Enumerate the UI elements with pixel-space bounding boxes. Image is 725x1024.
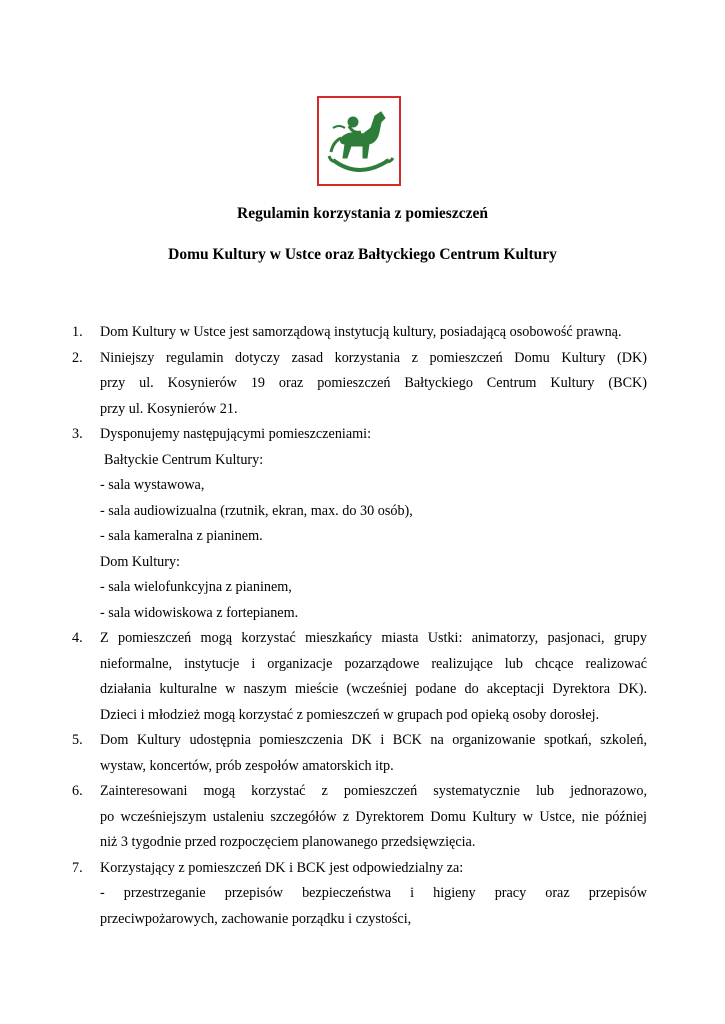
item-text: niż 3 tygodnie przed rozpoczęciem planowanego przedsięwzięcia. (100, 834, 476, 850)
item-text: po wcześniejszym ustaleniu szczegółów z Dyrektorem Domu Kultury w Ustce, nie później (100, 808, 647, 825)
room-group-label: Dom Kultury: (100, 553, 180, 570)
item-text: przy ul. Kosynierów 19 oraz pomieszczeń Bałtyckiego Centrum Kultury (BCK) (100, 375, 647, 391)
item-number: 2. (72, 349, 83, 366)
item-text: Niniejszy regulamin dotyczy zasad korzystania z pomieszczeń Domu Kultury (DK) (100, 349, 647, 366)
item-text: Dzieci i młodzież mogą korzystać z pomieszczeń w grupach pod opieką osoby dorosłej. (100, 706, 600, 723)
item-text: Dom Kultury w Ustce jest samorządową instytucją kultury, posiadającą osobowość prawną. (100, 324, 622, 340)
item-number: 4. (72, 630, 83, 646)
list-item (72, 728, 647, 779)
list-item (72, 422, 647, 626)
room-entry: - sala widowiskowa z fortepianem. (100, 604, 299, 621)
item-text: Korzystający z pomieszczeń DK i BCK jest odpowiedzialny za: (100, 859, 464, 876)
item-text: - przestrzeganie przepisów bezpieczeństwa i higieny pracy oraz przepisów (100, 885, 647, 901)
room-entry: - sala wielofunkcyjna z pianinem, (100, 579, 292, 595)
list-item (72, 856, 647, 933)
list-item (72, 320, 647, 346)
item-text: działania kulturalne w naszym mieście (wcześniej podane do akceptacji Dyrektora DK). (100, 681, 647, 697)
item-number: 3. (72, 426, 83, 442)
logo (317, 96, 401, 186)
list-item (72, 626, 647, 728)
item-text: przy ul. Kosynierów 21. (100, 400, 238, 417)
item-number: 5. (72, 732, 83, 748)
room-entry: - sala wystawowa, (100, 477, 205, 493)
room-group-label: Bałtyckie Centrum Kultury: (104, 451, 264, 468)
document-title: Regulamin korzystania z pomieszczeń (237, 205, 488, 222)
item-text: Dom Kultury udostępnia pomieszczenia DK i BCK na organizowanie spotkań, szkoleń, (100, 732, 647, 748)
list-item (72, 779, 647, 856)
item-text: Dysponujemy następującymi pomieszczeniami: (100, 426, 372, 442)
item-text: nieformalne, instytucje i organizacje pozarządowe realizujące lub chcące realizować (100, 655, 647, 672)
item-text: przeciwpożarowych, zachowanie porządku i czystości, (100, 910, 412, 927)
rules-list (72, 320, 647, 932)
list-item (72, 346, 647, 423)
item-number: 7. (72, 859, 83, 876)
room-entry: - sala kameralna z pianinem. (100, 528, 263, 544)
room-entry: - sala audiowizualna (rzutnik, ekran, max. do 30 osób), (100, 502, 413, 519)
item-text: Zainteresowani mogą korzystać z pomieszczeń systematycznie lub jednorazowo, (100, 783, 647, 799)
item-number: 1. (72, 324, 83, 340)
rocking-horse-logo-icon (319, 98, 399, 184)
item-text: wystaw, koncertów, prób zespołów amatorskich itp. (100, 757, 394, 774)
document-subtitle: Domu Kultury w Ustce oraz Bałtyckiego Centrum Kultury (168, 246, 557, 263)
item-number: 6. (72, 783, 83, 799)
item-text: Z pomieszczeń mogą korzystać mieszkańcy miasta Ustki: animatorzy, pasjonaci, grupy (100, 630, 647, 646)
